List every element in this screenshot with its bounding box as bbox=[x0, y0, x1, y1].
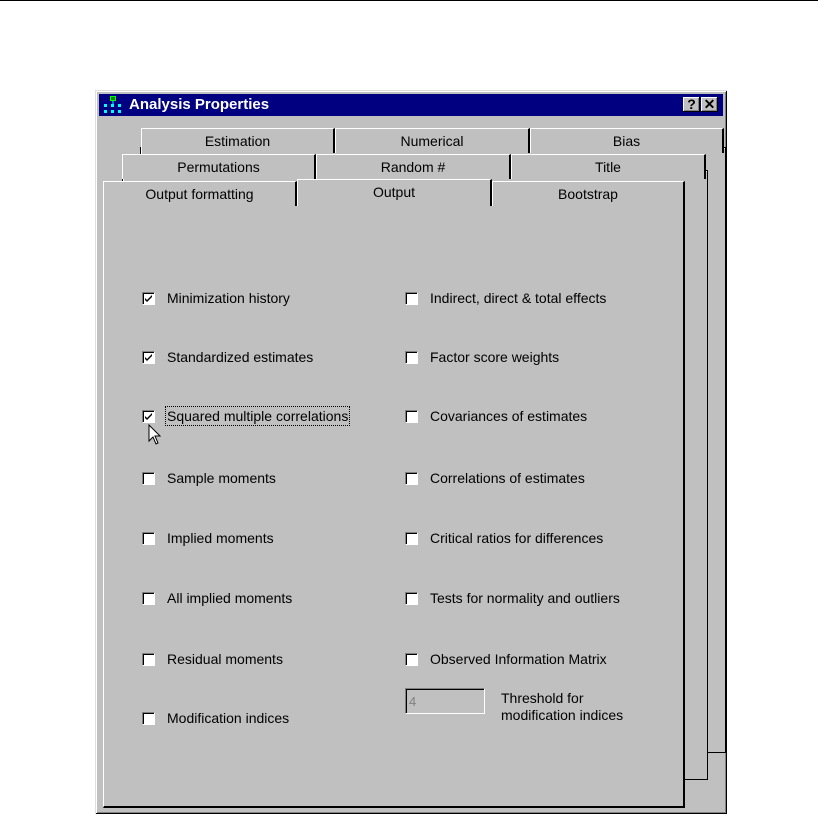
tab-numerical[interactable]: Numerical bbox=[335, 128, 530, 153]
option-all-implied-moments[interactable] bbox=[142, 588, 292, 608]
threshold-label-line2: modification indices bbox=[501, 707, 624, 723]
checkbox[interactable] bbox=[405, 292, 418, 305]
option-standardized-estimates[interactable] bbox=[142, 347, 313, 367]
title-bar[interactable] bbox=[99, 94, 723, 116]
tab-random[interactable]: Random # bbox=[316, 154, 511, 179]
option-squared-multiple-correlations[interactable] bbox=[142, 406, 348, 426]
checkbox[interactable] bbox=[142, 351, 155, 364]
option-correlations-of-estimates[interactable] bbox=[405, 468, 585, 488]
option-label: Observed Information Matrix bbox=[430, 651, 607, 667]
option-minimization-history[interactable] bbox=[142, 288, 290, 308]
checkmark-icon bbox=[144, 353, 153, 362]
option-tests-for-normality[interactable] bbox=[405, 588, 620, 608]
option-implied-moments[interactable] bbox=[142, 528, 274, 548]
checkbox[interactable] bbox=[142, 712, 155, 725]
checkbox[interactable] bbox=[405, 351, 418, 364]
threshold-label bbox=[501, 690, 623, 724]
page-top-rule bbox=[0, 0, 818, 1]
option-label: Covariances of estimates bbox=[430, 408, 588, 424]
option-label: Sample moments bbox=[167, 470, 276, 486]
option-factor-score-weights[interactable] bbox=[405, 347, 559, 367]
option-critical-ratios-for-differences[interactable] bbox=[405, 528, 603, 548]
option-residual-moments[interactable] bbox=[142, 649, 283, 669]
tab-title[interactable]: Title bbox=[511, 154, 706, 179]
option-label: Modification indices bbox=[167, 710, 290, 726]
option-label: Tests for normality and outliers bbox=[430, 590, 620, 606]
checkbox[interactable] bbox=[405, 410, 418, 423]
option-observed-information-matrix[interactable] bbox=[405, 649, 607, 669]
option-label: Minimization history bbox=[167, 290, 290, 306]
option-label: Squared multiple correlations bbox=[167, 408, 349, 424]
option-label: Implied moments bbox=[167, 530, 274, 546]
option-covariances-of-estimates[interactable] bbox=[405, 406, 587, 426]
tab-output[interactable]: Output bbox=[297, 179, 492, 207]
tab-estimation[interactable]: Estimation bbox=[141, 128, 335, 153]
threshold-label-line1: Threshold for bbox=[501, 690, 584, 706]
app-icon bbox=[103, 96, 123, 114]
checkbox[interactable] bbox=[405, 532, 418, 545]
checkbox[interactable] bbox=[142, 472, 155, 485]
checkbox[interactable] bbox=[142, 410, 155, 423]
close-button[interactable]: ✕ bbox=[701, 97, 718, 112]
checkmark-icon bbox=[144, 294, 153, 303]
checkbox[interactable] bbox=[405, 472, 418, 485]
option-label: Factor score weights bbox=[430, 349, 560, 365]
checkbox[interactable] bbox=[142, 292, 155, 305]
option-label: All implied moments bbox=[167, 590, 293, 606]
checkbox[interactable] bbox=[405, 592, 418, 605]
option-label: Indirect, direct & total effects bbox=[430, 290, 607, 306]
checkbox[interactable] bbox=[142, 653, 155, 666]
tab-bootstrap[interactable]: Bootstrap bbox=[492, 181, 685, 206]
help-button[interactable]: ? bbox=[683, 97, 700, 112]
option-indirect-direct-total-effects[interactable] bbox=[405, 288, 606, 308]
option-label: Correlations of estimates bbox=[430, 470, 585, 486]
option-sample-moments[interactable] bbox=[142, 468, 276, 488]
option-label: Residual moments bbox=[167, 651, 283, 667]
option-modification-indices[interactable] bbox=[142, 708, 289, 728]
tab-bias[interactable]: Bias bbox=[530, 128, 724, 153]
checkmark-icon bbox=[144, 412, 153, 421]
tab-output-formatting[interactable]: Output formatting bbox=[103, 181, 297, 206]
checkbox[interactable] bbox=[142, 592, 155, 605]
window-title: Analysis Properties bbox=[129, 96, 270, 113]
checkbox[interactable] bbox=[405, 653, 418, 666]
tab-permutations[interactable]: Permutations bbox=[122, 154, 316, 179]
checkbox[interactable] bbox=[142, 532, 155, 545]
option-label: Critical ratios for differences bbox=[430, 530, 604, 546]
option-label: Standardized estimates bbox=[167, 349, 314, 365]
mouse-pointer-icon bbox=[148, 424, 162, 446]
threshold-input[interactable] bbox=[405, 688, 485, 714]
